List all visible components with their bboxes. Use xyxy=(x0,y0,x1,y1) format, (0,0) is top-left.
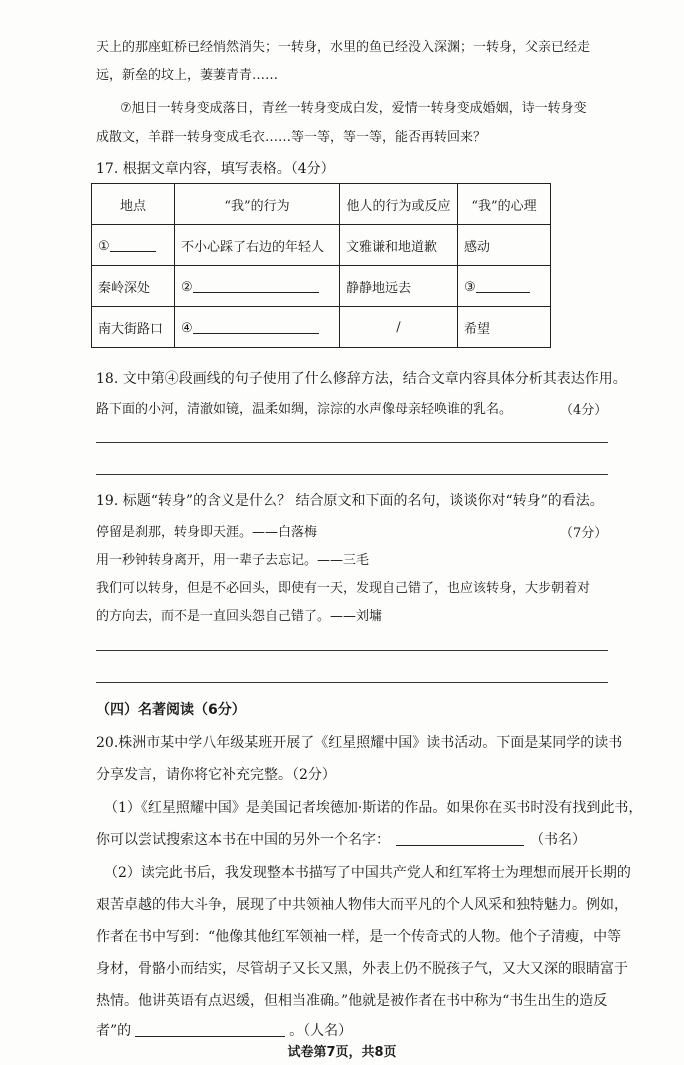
question-19-score: （7分） xyxy=(560,526,608,541)
table-row xyxy=(92,266,551,307)
question-17-prompt: 17. 根据文章内容，填写表格。（4分） xyxy=(96,161,335,177)
passage-line: ⑦旭日一转身变成落日，青丝一转身变成白发，爱情一转身变成婚姻，诗一转身变 xyxy=(120,101,587,116)
passage-line: 远，新垒的坟上，萋萋青青…… xyxy=(96,68,279,83)
question-20-text-with-blank: 你可以尝试搜索这本书在中国的另外一个名字： （书名） xyxy=(96,832,586,848)
question-19-quote: 我们可以转身，但是不必回头，即使有一天，发现自己错了，也应该转身，大步朝着对 xyxy=(96,581,591,596)
answer-line[interactable] xyxy=(96,682,608,683)
question-20-text-with-blank: 者”的 。（人名） xyxy=(96,1023,353,1039)
person-name-blank[interactable] xyxy=(135,1022,285,1037)
page-footer: 试卷第7页，共8页 xyxy=(287,1045,397,1060)
table-cell: / xyxy=(340,307,458,348)
table-row xyxy=(92,307,551,348)
passage-line: 成散文，羊群一转身变成毛衣……等一等，等一等，能否再转回来？ xyxy=(96,130,487,145)
answer-line[interactable] xyxy=(96,474,608,475)
table-cell-blank[interactable]: ① xyxy=(92,225,175,266)
table-row xyxy=(92,225,551,266)
table-cell: 静静地远去 xyxy=(340,266,458,307)
question-20-text: （1）《红星照耀中国》是美国记者埃德加·斯诺的作品。如果你在买书时没有找到此书， xyxy=(104,800,643,816)
answer-line[interactable] xyxy=(96,650,608,651)
question-19-quote: 的方向去，而不是一直回头怨自己错了。——刘墉 xyxy=(96,609,383,624)
question-20-text: 艰苦卓越的伟大斗争，展现了中共领袖人物伟大而平凡的个人风采和独特魅力。例如， xyxy=(96,897,628,913)
question-20-text: 热情。他讲英语有点迟缓，但相当准确。”他就是被作者在书中称为“书生出生的造反 xyxy=(96,993,608,1009)
table-cell: 感动 xyxy=(458,225,551,266)
question-20-text: 身材，骨骼小而结实，尽管胡子又长又黑，外表上仍不脱孩子气，又大又深的眼睛富于 xyxy=(96,961,628,977)
table-cell: 文雅谦和地道歉 xyxy=(340,225,458,266)
question-20-text: 作者在书中写到：“他像其他红军领袖一样，是一个传奇式的人物。他个子清瘦，中等 xyxy=(96,929,622,945)
table-header-cell: 地点 xyxy=(92,184,175,225)
question-18-score: （4分） xyxy=(560,403,608,418)
table-header-cell: “我”的心理 xyxy=(458,184,551,225)
table-cell-blank[interactable]: ③ xyxy=(458,266,551,307)
question-17-table xyxy=(91,183,551,348)
table-cell: 希望 xyxy=(458,307,551,348)
question-20-text: 20.株洲市某中学八年级某班开展了《红星照耀中国》读书活动。下面是某同学的读书 xyxy=(96,735,623,751)
table-header-row xyxy=(92,184,551,225)
question-19-prompt: 19. 标题“转身”的含义是什么？ 结合原文和下面的名句，谈谈你对“转身”的看法。 xyxy=(96,493,604,509)
table-cell: 不小心踩了右边的年轻人 xyxy=(175,225,340,266)
table-header-cell: “我”的行为 xyxy=(175,184,340,225)
book-title-blank[interactable] xyxy=(396,831,524,846)
table-cell: 南大街路口 xyxy=(92,307,175,348)
question-19-quote: 用一秒钟转身离开，用一辈子去忘记。——三毛 xyxy=(96,553,370,568)
table-cell: 秦岭深处 xyxy=(92,266,175,307)
section-title: （四）名著阅读（6分） xyxy=(96,702,246,718)
question-20-text: （2）读完此书后，我发现整本书描写了中国共产党人和红军将士为理想而展开长期的 xyxy=(104,865,631,881)
question-19-quote: 停留是刹那，转身即天涯。——白落梅 xyxy=(96,525,318,540)
question-18-quote: 路下面的小河，清澈如镜，温柔如绸，淙淙的水声像母亲轻唤谁的乳名。 xyxy=(96,402,513,417)
table-cell-blank[interactable]: ② xyxy=(175,266,340,307)
question-18-prompt: 18. 文中第④段画线的句子使用了什么修辞方法，结合文章内容具体分析其表达作用。 xyxy=(96,371,627,387)
passage-line: 天上的那座虹桥已经悄然消失；一转身，水里的鱼已经没入深渊；一转身，父亲已经走 xyxy=(96,40,591,55)
table-cell-blank[interactable]: ④ xyxy=(175,307,340,348)
question-20-text: 分享发言，请你将它补充完整。（2分） xyxy=(96,767,336,783)
answer-line[interactable] xyxy=(96,442,608,443)
table-header-cell: 他人的行为或反应 xyxy=(340,184,458,225)
